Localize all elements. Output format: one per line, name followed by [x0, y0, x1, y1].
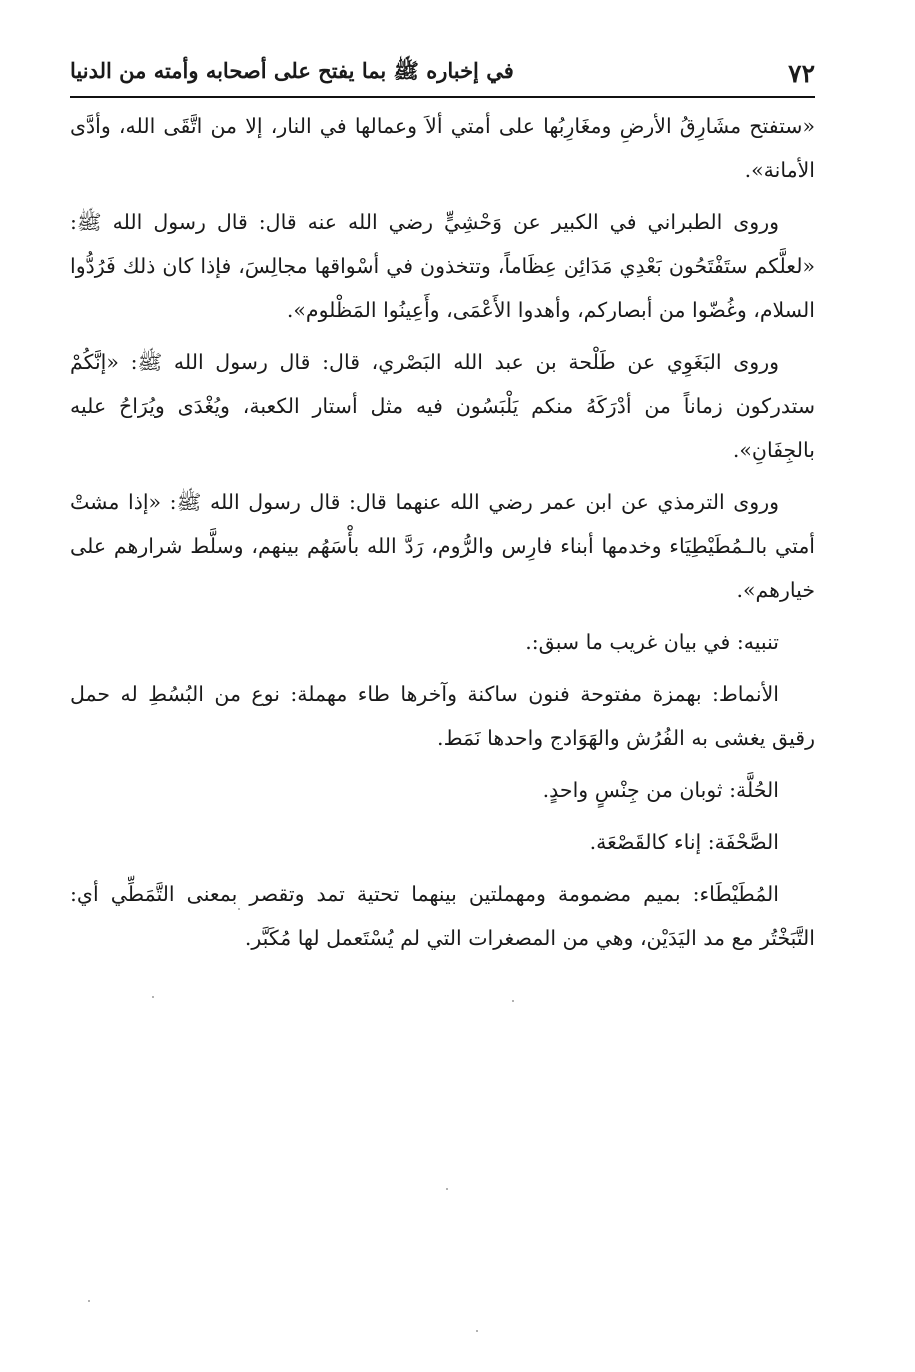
scan-speck [238, 908, 240, 910]
tirmidhi-narration-paragraph: وروى الترمذي عن ابن عمر رضي الله عنهما قال: قال رسول الله ﷺ: «إذا مشتْ أمتي بالـمُطَيْطِيَاء وخدمها أبناء فارِس والرُّوم، رَدَّ الله بأْسَهُم بينهم، وسلَّط شرارهم على خيارهم». [70, 490, 815, 602]
chapter-title: في إخباره ﷺ بما يفتح على أصحابه وأمته من الدنيا [70, 57, 514, 83]
scan-speck [476, 1330, 478, 1332]
glossary-entry-hulla: الحُلَّة: ثوبان من جِنْسٍ واحدٍ. [542, 778, 779, 802]
hadith-quote-paragraph: «ستفتح مشَارِقُ الأرضِ ومغَارِبُها على أمتي ألاَ وعمالها في النار، إلا من اتَّقَى الله، وأدَّى الأمانة». [70, 114, 815, 182]
scan-speck [152, 996, 154, 998]
scan-speck [88, 1300, 90, 1302]
glossary-entry-mutaytaa: المُطَيْطَاء: بميم مضمومة ومهملتين بينهما تحتية تمد وتقصر بمعنى التَّمَطِّي أي: التَّبَخْتُر مع مد اليَدَيْن، وهي من المصغرات التي لم يُسْتَعمل لها مُكَبَّر. [70, 882, 815, 950]
running-header [70, 50, 815, 98]
note-heading: تنبيه: في بيان غريب ما سبق:. [525, 630, 779, 654]
scan-speck [512, 1000, 514, 1002]
scan-speck [446, 1188, 448, 1190]
tabarani-narration-paragraph: وروى الطبراني في الكبير عن وَحْشِيٍّ رضي الله عنه قال: قال رسول الله ﷺ: «لعلَّكم ستَفْتَحُون بَعْدِي مَدَائِن عِظَاماً، وتتخذون في أسْواقها مجالِسَ، فإذا كان ذلك فَرُدُّوا السلام، وغُضّوا من أبصاركم، وأهدوا الأَعْمَى، وأَعِينُوا المَظْلوم». [70, 210, 815, 322]
glossary-entry-anmat: الأنماط: بهمزة مفتوحة فنون ساكنة وآخرها طاء مهملة: نوع من البُسُطِ له حمل رقيق يغشى به الفُرُش والهَوَادج واحدها نَمَط. [70, 682, 815, 750]
baghawi-narration-paragraph: وروى البَغَوِي عن طَلْحة بن عبد الله البَصْري، قال: قال رسول الله ﷺ: «إنَّكُمْ ستدركون زماناً من أدْرَكَهُ منكم يَلْبَسُون فيه مثل أستار الكعبة، ويُغْدَى ويُرَاحُ عليه بالجِفَانِ». [70, 350, 815, 462]
glossary-entry-sahfa: الصَّحْفَة: إناء كالقَصْعَة. [589, 830, 779, 854]
page-body [70, 104, 815, 968]
page-number: ٧٢ [788, 58, 815, 88]
